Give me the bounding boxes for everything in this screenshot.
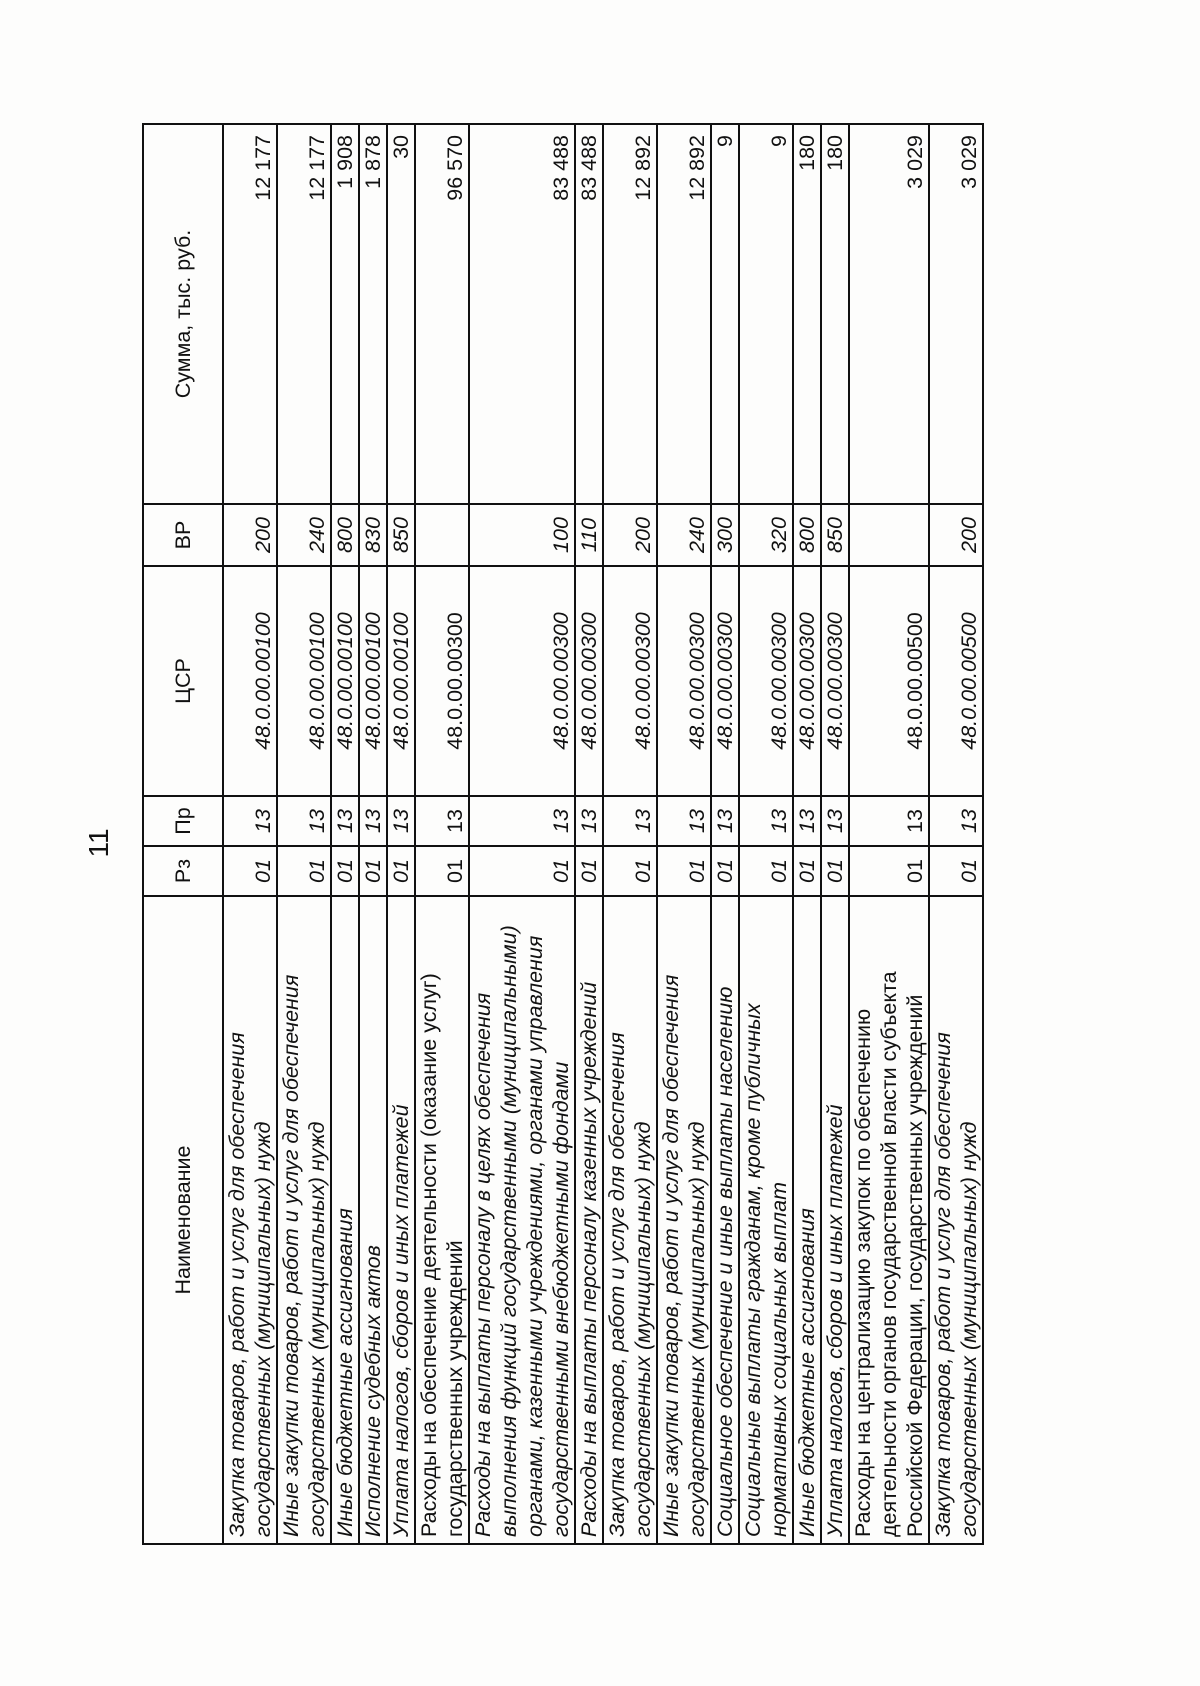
header-rz: Рз <box>143 846 223 896</box>
cell-pr: 13 <box>331 796 359 846</box>
cell-name: Исполнение судебных актов <box>359 896 387 1544</box>
cell-sum: 3 029 <box>849 124 929 504</box>
table-row <box>929 124 983 1544</box>
cell-sum: 12 177 <box>277 124 331 504</box>
cell-rz: 01 <box>849 846 929 896</box>
cell-pr: 13 <box>575 796 603 846</box>
cell-rz: 01 <box>739 846 793 896</box>
cell-vr: 300 <box>711 504 739 566</box>
budget-table <box>142 123 984 1545</box>
cell-sum: 180 <box>821 124 849 504</box>
table-row <box>603 124 657 1544</box>
cell-pr: 13 <box>849 796 929 846</box>
page-number: 11 <box>83 828 114 858</box>
cell-sum: 83 488 <box>469 124 575 504</box>
table-row <box>223 124 277 1544</box>
cell-pr: 13 <box>739 796 793 846</box>
cell-name: Закупка товаров, работ и услуг для обеспечения государственных (муниципальных) нужд <box>603 896 657 1544</box>
cell-rz: 01 <box>223 846 277 896</box>
cell-rz: 01 <box>331 846 359 896</box>
cell-name: Расходы на выплаты персоналу в целях обеспечения выполнения функций государственными (муниципальными) органами, казенными учреждениями, органами управления государственными внебюджетными фондами <box>469 896 575 1544</box>
header-vr: ВР <box>143 504 223 566</box>
cell-csr: 48.0.00.00300 <box>575 566 603 796</box>
cell-rz: 01 <box>575 846 603 896</box>
cell-name: Социальные выплаты гражданам, кроме публичных нормативных социальных выплат <box>739 896 793 1544</box>
cell-rz: 01 <box>711 846 739 896</box>
cell-vr: 850 <box>821 504 849 566</box>
cell-vr: 800 <box>793 504 821 566</box>
cell-pr: 13 <box>929 796 983 846</box>
cell-sum: 9 <box>739 124 793 504</box>
table-row <box>387 124 415 1544</box>
table-row <box>575 124 603 1544</box>
cell-csr: 48.0.00.00100 <box>331 566 359 796</box>
table-row <box>469 124 575 1544</box>
cell-name: Уплата налогов, сборов и иных платежей <box>387 896 415 1544</box>
cell-sum: 12 892 <box>603 124 657 504</box>
cell-vr: 200 <box>223 504 277 566</box>
cell-csr: 48.0.00.00300 <box>469 566 575 796</box>
cell-sum: 1 908 <box>331 124 359 504</box>
cell-sum: 12 177 <box>223 124 277 504</box>
cell-vr <box>415 504 469 566</box>
cell-name: Закупка товаров, работ и услуг для обеспечения государственных (муниципальных) нужд <box>223 896 277 1544</box>
cell-sum: 9 <box>711 124 739 504</box>
table-row <box>415 124 469 1544</box>
rotated-table-container <box>142 125 1162 1545</box>
cell-pr: 13 <box>223 796 277 846</box>
cell-pr: 13 <box>387 796 415 846</box>
cell-pr: 13 <box>603 796 657 846</box>
cell-vr: 240 <box>277 504 331 566</box>
cell-csr: 48.0.00.00100 <box>277 566 331 796</box>
cell-vr: 100 <box>469 504 575 566</box>
cell-csr: 48.0.00.00100 <box>223 566 277 796</box>
cell-name: Социальное обеспечение и иные выплаты населению <box>711 896 739 1544</box>
cell-pr: 13 <box>277 796 331 846</box>
cell-csr: 48.0.00.00300 <box>415 566 469 796</box>
cell-pr: 13 <box>415 796 469 846</box>
cell-vr: 800 <box>331 504 359 566</box>
cell-rz: 01 <box>929 846 983 896</box>
header-row <box>143 124 223 1544</box>
cell-csr: 48.0.00.00100 <box>387 566 415 796</box>
cell-csr: 48.0.00.00500 <box>849 566 929 796</box>
cell-pr: 13 <box>821 796 849 846</box>
table-row <box>657 124 711 1544</box>
cell-name: Расходы на централизацию закупок по обеспечению деятельности органов государственной власти субъекта Российской Федерации, государственных учреждений <box>849 896 929 1544</box>
cell-rz: 01 <box>657 846 711 896</box>
table-row <box>711 124 739 1544</box>
table-row <box>793 124 821 1544</box>
cell-rz: 01 <box>277 846 331 896</box>
cell-name: Иные закупки товаров, работ и услуг для обеспечения государственных (муниципальных) нужд <box>277 896 331 1544</box>
header-name: Наименование <box>143 896 223 1544</box>
cell-name: Расходы на обеспечение деятельности (оказание услуг) государственных учреждений <box>415 896 469 1544</box>
cell-rz: 01 <box>359 846 387 896</box>
cell-sum: 3 029 <box>929 124 983 504</box>
cell-csr: 48.0.00.00300 <box>821 566 849 796</box>
header-sum: Сумма, тыс. руб. <box>143 124 223 504</box>
cell-sum: 96 570 <box>415 124 469 504</box>
cell-csr: 48.0.00.00100 <box>359 566 387 796</box>
table-row <box>849 124 929 1544</box>
cell-sum: 30 <box>387 124 415 504</box>
cell-name: Закупка товаров, работ и услуг для обеспечения государственных (муниципальных) нужд <box>929 896 983 1544</box>
table-row <box>359 124 387 1544</box>
cell-vr: 320 <box>739 504 793 566</box>
cell-rz: 01 <box>415 846 469 896</box>
cell-name: Расходы на выплаты персоналу казенных учреждений <box>575 896 603 1544</box>
cell-rz: 01 <box>603 846 657 896</box>
table-row <box>739 124 793 1544</box>
cell-pr: 13 <box>359 796 387 846</box>
header-csr: ЦСР <box>143 566 223 796</box>
header-pr: Пр <box>143 796 223 846</box>
cell-pr: 13 <box>793 796 821 846</box>
cell-csr: 48.0.00.00500 <box>929 566 983 796</box>
cell-vr: 110 <box>575 504 603 566</box>
cell-vr: 850 <box>387 504 415 566</box>
cell-vr: 830 <box>359 504 387 566</box>
cell-name: Иные закупки товаров, работ и услуг для обеспечения государственных (муниципальных) нужд <box>657 896 711 1544</box>
cell-sum: 12 892 <box>657 124 711 504</box>
cell-pr: 13 <box>657 796 711 846</box>
table-row <box>277 124 331 1544</box>
cell-sum: 83 488 <box>575 124 603 504</box>
cell-vr: 200 <box>603 504 657 566</box>
cell-sum: 1 878 <box>359 124 387 504</box>
table-row <box>331 124 359 1544</box>
cell-name: Уплата налогов, сборов и иных платежей <box>821 896 849 1544</box>
cell-vr <box>849 504 929 566</box>
cell-pr: 13 <box>711 796 739 846</box>
cell-csr: 48.0.00.00300 <box>739 566 793 796</box>
table-row <box>821 124 849 1544</box>
cell-vr: 200 <box>929 504 983 566</box>
cell-csr: 48.0.00.00300 <box>603 566 657 796</box>
cell-vr: 240 <box>657 504 711 566</box>
cell-rz: 01 <box>821 846 849 896</box>
cell-name: Иные бюджетные ассигнования <box>793 896 821 1544</box>
cell-csr: 48.0.00.00300 <box>711 566 739 796</box>
table-body <box>223 124 983 1544</box>
cell-rz: 01 <box>469 846 575 896</box>
cell-name: Иные бюджетные ассигнования <box>331 896 359 1544</box>
cell-csr: 48.0.00.00300 <box>657 566 711 796</box>
cell-rz: 01 <box>387 846 415 896</box>
cell-pr: 13 <box>469 796 575 846</box>
cell-rz: 01 <box>793 846 821 896</box>
cell-sum: 180 <box>793 124 821 504</box>
cell-csr: 48.0.00.00300 <box>793 566 821 796</box>
